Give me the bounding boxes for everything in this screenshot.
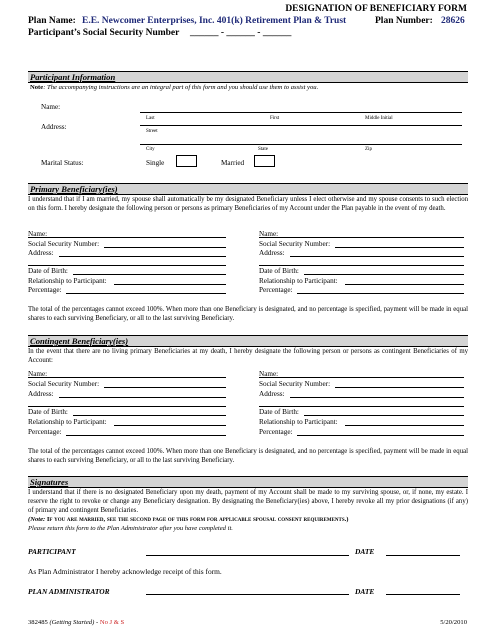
beneficiary-ssn-label: Social Security Number: (28, 240, 100, 248)
return-instructions: Please return this form to the Plan Administrator after you have completed it. (28, 525, 233, 532)
primary-footer-note: The total of the percentages cannot exceed 100%. When more than one Beneficiary is designated, and no percentage is specified, payment will be made in equal shares to each surviving Beneficiary, or all to the last surviving Beneficiary. (28, 306, 468, 322)
beneficiary-ssn-field[interactable] (104, 387, 226, 388)
note-label: Note (30, 84, 44, 91)
page-footer-left (28, 619, 124, 626)
plan-number-label: Plan Number: (375, 16, 433, 26)
plan-name-value: E.E. Newcomer Enterprises, Inc. 401(k) Retirement Plan & Trust (82, 16, 347, 26)
beneficiary-address-label: Address: (28, 390, 54, 398)
beneficiary-name-field[interactable] (28, 377, 226, 378)
participant-date-field[interactable] (386, 555, 460, 556)
primary-intro: I understand that if I am married, my spouse shall automatically be my designated Beneficiary unless I elect otherwise and my spouse consents to such election on this form. I hereby designate the following person or persons as primary Beneficiaries of my Account under the Plan payable in the event of my death. (28, 196, 468, 212)
administrator-date-label: DATE (355, 587, 375, 596)
beneficiary-relationship-field[interactable] (345, 425, 464, 426)
participant-date-label: DATE (355, 547, 375, 556)
beneficiary-percentage-label: Percentage: (28, 428, 62, 436)
footer-separator: - (94, 619, 100, 626)
signatures-text: I understand that if there is no designated Beneficiary upon my death, payment of my Account shall be made to my surviving spouse, or, if none, my estate. I reserve the right to revoke or change any Beneficiary designation. By designating the Beneficiary(ies) above, I hereby revoke all my prior designations (if any) of primary and contingent Beneficiaries. (28, 489, 468, 514)
beneficiary-dob-label: Date of Birth: (259, 267, 299, 275)
beneficiary-address-field[interactable] (59, 397, 226, 398)
beneficiary-relationship-label: Relationship to Participant: (259, 277, 338, 285)
beneficiary-name-field[interactable] (28, 237, 226, 238)
beneficiary-address-label: Address: (259, 249, 285, 257)
beneficiary-dob-field[interactable] (304, 415, 464, 416)
beneficiary-ssn-field[interactable] (104, 247, 226, 248)
marital-status-label: Marital Status: (41, 159, 84, 167)
ssn-label: Participant’s Social Security Number (28, 28, 180, 38)
administrator-date-field[interactable] (386, 594, 460, 595)
single-label: Single (146, 159, 165, 167)
plan-administrator-signature-field[interactable] (146, 594, 349, 595)
beneficiary-percentage-label: Percentage: (259, 286, 293, 294)
acknowledgement-text: As Plan Administrator I hereby acknowledge receipt of this form. (28, 567, 222, 576)
participant-city-field[interactable] (140, 144, 462, 145)
beneficiary-percentage-field[interactable] (297, 293, 464, 294)
beneficiary-relationship-field[interactable] (114, 284, 226, 285)
beneficiary-address-field[interactable] (290, 397, 464, 398)
beneficiary-percentage-field[interactable] (66, 293, 226, 294)
beneficiary-name-label: Name: (28, 230, 48, 238)
beneficiary-address-field-2[interactable] (28, 265, 226, 266)
middle-initial-caption: Middle Initial (365, 116, 393, 121)
beneficiary-address-label: Address: (259, 390, 285, 398)
beneficiary-relationship-label: Relationship to Participant: (28, 418, 107, 426)
beneficiary-percentage-field[interactable] (66, 435, 226, 436)
primary-section-heading: Primary Beneficiary(ies) (28, 183, 468, 195)
beneficiary-address-field[interactable] (59, 256, 226, 257)
street-caption: Street (146, 129, 158, 134)
document-code: 382485 (28, 619, 48, 626)
beneficiary-name-field[interactable] (259, 377, 464, 378)
participant-signature-label: PARTICIPANT (28, 547, 76, 556)
zip-caption: Zip (365, 147, 372, 152)
beneficiary-percentage-label: Percentage: (259, 428, 293, 436)
beneficiary-address-field[interactable] (290, 256, 464, 257)
contingent-intro: In the event that there are no living primary Beneficiaries at my death, I hereby designate the following person or persons as contingent Beneficiaries of my Account: (28, 348, 468, 364)
participant-note (30, 84, 318, 91)
beneficiary-ssn-field[interactable] (335, 387, 464, 388)
document-status: (Getting Started) (49, 619, 95, 626)
beneficiary-address-field-2[interactable] (259, 406, 464, 407)
beneficiary-relationship-field[interactable] (345, 284, 464, 285)
participant-signature-field[interactable] (146, 555, 349, 556)
contingent-footer-note: The total of the percentages cannot exceed 100%. When more than one Beneficiary is designated, and no percentage is specified, payment will be made in equal shares to each surviving Beneficiary, or all to the last surviving Beneficiary. (28, 448, 468, 464)
participant-name-label: Name: (41, 103, 61, 111)
form-title: DESIGNATION OF BENEFICIARY FORM (285, 4, 467, 14)
city-caption: City (146, 147, 155, 152)
beneficiary-dob-label: Date of Birth: (28, 408, 68, 416)
beneficiary-dob-field[interactable] (304, 274, 464, 275)
state-caption: State (258, 147, 268, 152)
plan-name-label: Plan Name: (28, 16, 76, 26)
participant-section-heading: Participant Information (28, 71, 468, 83)
participant-address-label: Address: (41, 123, 67, 131)
beneficiary-percentage-label: Percentage: (28, 286, 62, 294)
beneficiary-name-label: Name: (28, 370, 48, 378)
plan-number-value: 28626 (441, 16, 465, 26)
married-label: Married (221, 159, 245, 167)
beneficiary-name-label: Name: (259, 370, 279, 378)
footer-company: No J & S (99, 619, 125, 626)
signatures-note-text: If you are married, see the second page of this form for applicable spousal consent requirements.) (45, 516, 349, 523)
beneficiary-ssn-field[interactable] (335, 247, 464, 248)
beneficiary-dob-field[interactable] (73, 415, 226, 416)
beneficiary-dob-label: Date of Birth: (28, 267, 68, 275)
beneficiary-relationship-field[interactable] (114, 425, 226, 426)
married-checkbox[interactable] (254, 155, 275, 167)
beneficiary-dob-label: Date of Birth: (259, 408, 299, 416)
spousal-consent-note (28, 516, 348, 523)
beneficiary-address-label: Address: (28, 249, 54, 257)
beneficiary-name-field[interactable] (259, 237, 464, 238)
beneficiary-ssn-label: Social Security Number: (259, 380, 331, 388)
beneficiary-percentage-field[interactable] (297, 435, 464, 436)
beneficiary-address-field-2[interactable] (28, 406, 226, 407)
beneficiary-ssn-label: Social Security Number: (28, 380, 100, 388)
beneficiary-ssn-label: Social Security Number: (259, 240, 331, 248)
beneficiary-relationship-label: Relationship to Participant: (259, 418, 338, 426)
single-checkbox[interactable] (176, 155, 197, 167)
plan-administrator-label: PLAN ADMINISTRATOR (28, 587, 110, 596)
last-name-caption: Last (146, 116, 155, 121)
participant-name-field[interactable] (140, 112, 462, 113)
beneficiary-dob-field[interactable] (73, 274, 226, 275)
first-name-caption: First (270, 116, 280, 121)
beneficiary-address-field-2[interactable] (259, 265, 464, 266)
signatures-section-heading: Signatures (28, 476, 468, 488)
participant-street-field[interactable] (140, 125, 462, 126)
beneficiary-name-label: Name: (259, 230, 279, 238)
footer-date: 5/20/2010 (440, 619, 467, 626)
signatures-note-label: (Note: (28, 516, 46, 523)
contingent-section-heading: Contingent Beneficiary(ies) (28, 335, 468, 347)
ssn-input[interactable]: ______ - ______ - ______ (190, 28, 292, 38)
beneficiary-relationship-label: Relationship to Participant: (28, 277, 107, 285)
note-text: : The accompanying instructions are an integral part of this form and you should use them to assist you. (43, 84, 319, 91)
